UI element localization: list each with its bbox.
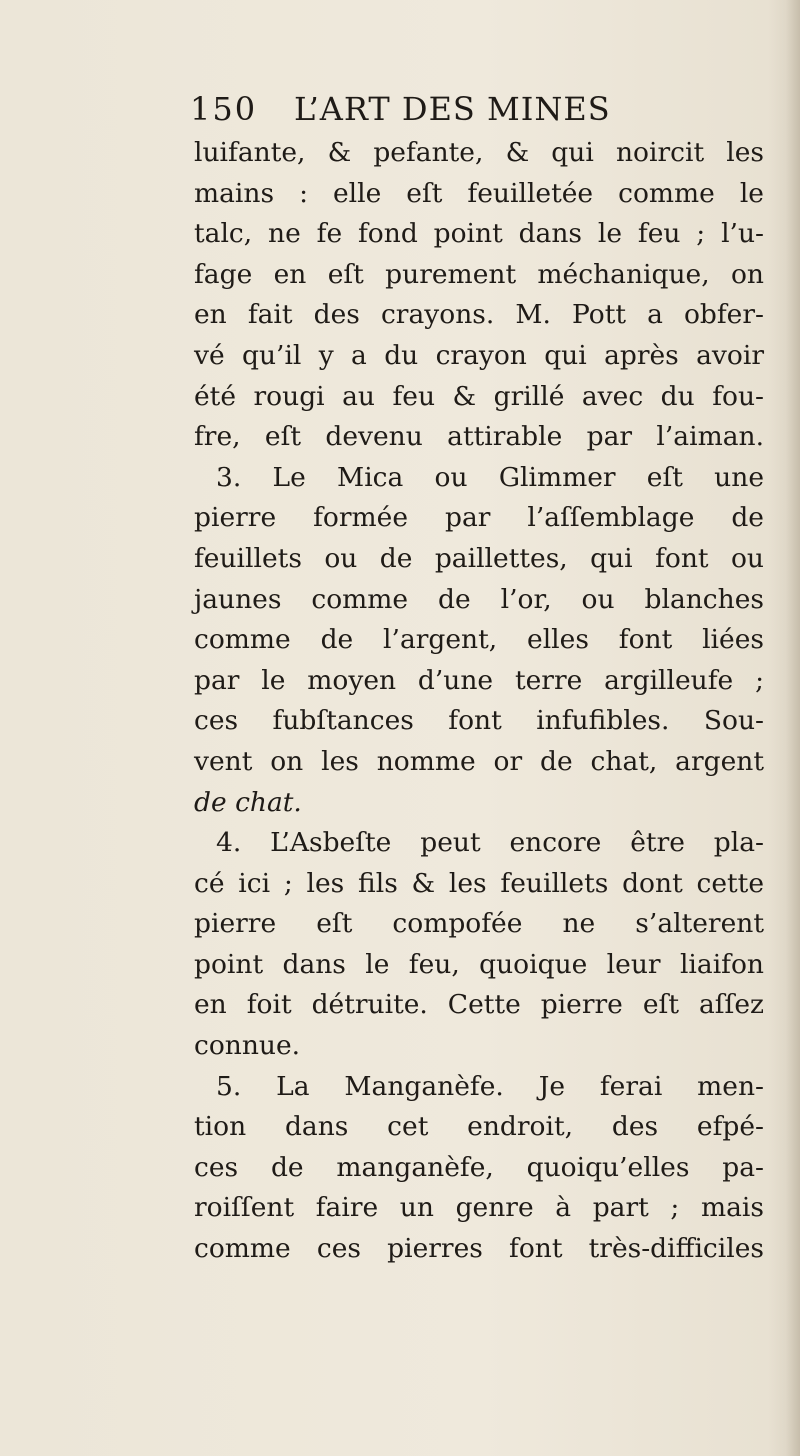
text-line: vent on les nomme or de chat, argent — [194, 745, 764, 777]
paragraph-start-mica: 3. Le Mica ou Glimmer eſt une — [216, 461, 764, 493]
text-line: jaunes comme de l’or, ou blanches — [194, 583, 764, 615]
text-line: pierre eſt compofée ne s’alterent — [194, 908, 764, 940]
text-line: point dans le feu, quoique leur liaifon — [194, 948, 764, 980]
paragraph-start-asbeste: 4. L’Asbeſte peut encore être pla- — [216, 827, 764, 859]
text-line: par le moyen d’une terre argilleufe ; — [194, 664, 764, 696]
text-line: roiſſent faire un genre à part ; mais — [194, 1192, 764, 1224]
text-line: fage en eſt purement méchanique, on — [194, 258, 764, 290]
paragraph-start-manganese: 5. La Manganèfe. Je ferai men- — [216, 1070, 764, 1102]
text-line: cé ici ; les fils & les feuillets dont cette — [194, 867, 764, 899]
text-line: été rougi au feu & grillé avec du fou- — [194, 380, 764, 412]
running-header — [190, 84, 770, 134]
page-number: 150 — [190, 90, 258, 128]
body-text — [194, 133, 764, 1270]
text-line: ces de manganèfe, quoiqu’elles pa- — [194, 1151, 764, 1183]
text-line: ces fubſtances font infufibles. Sou- — [194, 705, 764, 737]
text-line: de chat. — [194, 786, 302, 818]
text-line: pierre formée par l’aſſemblage de — [194, 502, 764, 534]
text-line: mains : elle eſt feuilletée comme le — [194, 177, 764, 209]
running-title: L’ART DES MINES — [294, 90, 611, 128]
text-line: connue. — [194, 1030, 301, 1062]
text-line: en foit détruite. Cette pierre eſt aſſez — [194, 989, 764, 1021]
text-line: en fait des crayons. M. Pott a obfer- — [194, 299, 764, 331]
text-line: fre, eſt devenu attirable par l’aiman. — [194, 421, 764, 453]
text-line: tion dans cet endroit, des efpé- — [194, 1111, 764, 1143]
text-line: luifante, & pefante, & qui noircit les — [194, 137, 764, 168]
text-line: feuillets ou de paillettes, qui font ou — [194, 542, 764, 574]
text-line: talc, ne fe fond point dans le feu ; l’u- — [194, 218, 764, 250]
text-line: vé qu’il y a du crayon qui après avoir — [194, 339, 764, 371]
page-edge-shadow — [786, 0, 800, 1456]
text-line: comme ces pierres font très-difficiles — [194, 1233, 764, 1265]
text-line: comme de l’argent, elles font liées — [194, 624, 764, 656]
